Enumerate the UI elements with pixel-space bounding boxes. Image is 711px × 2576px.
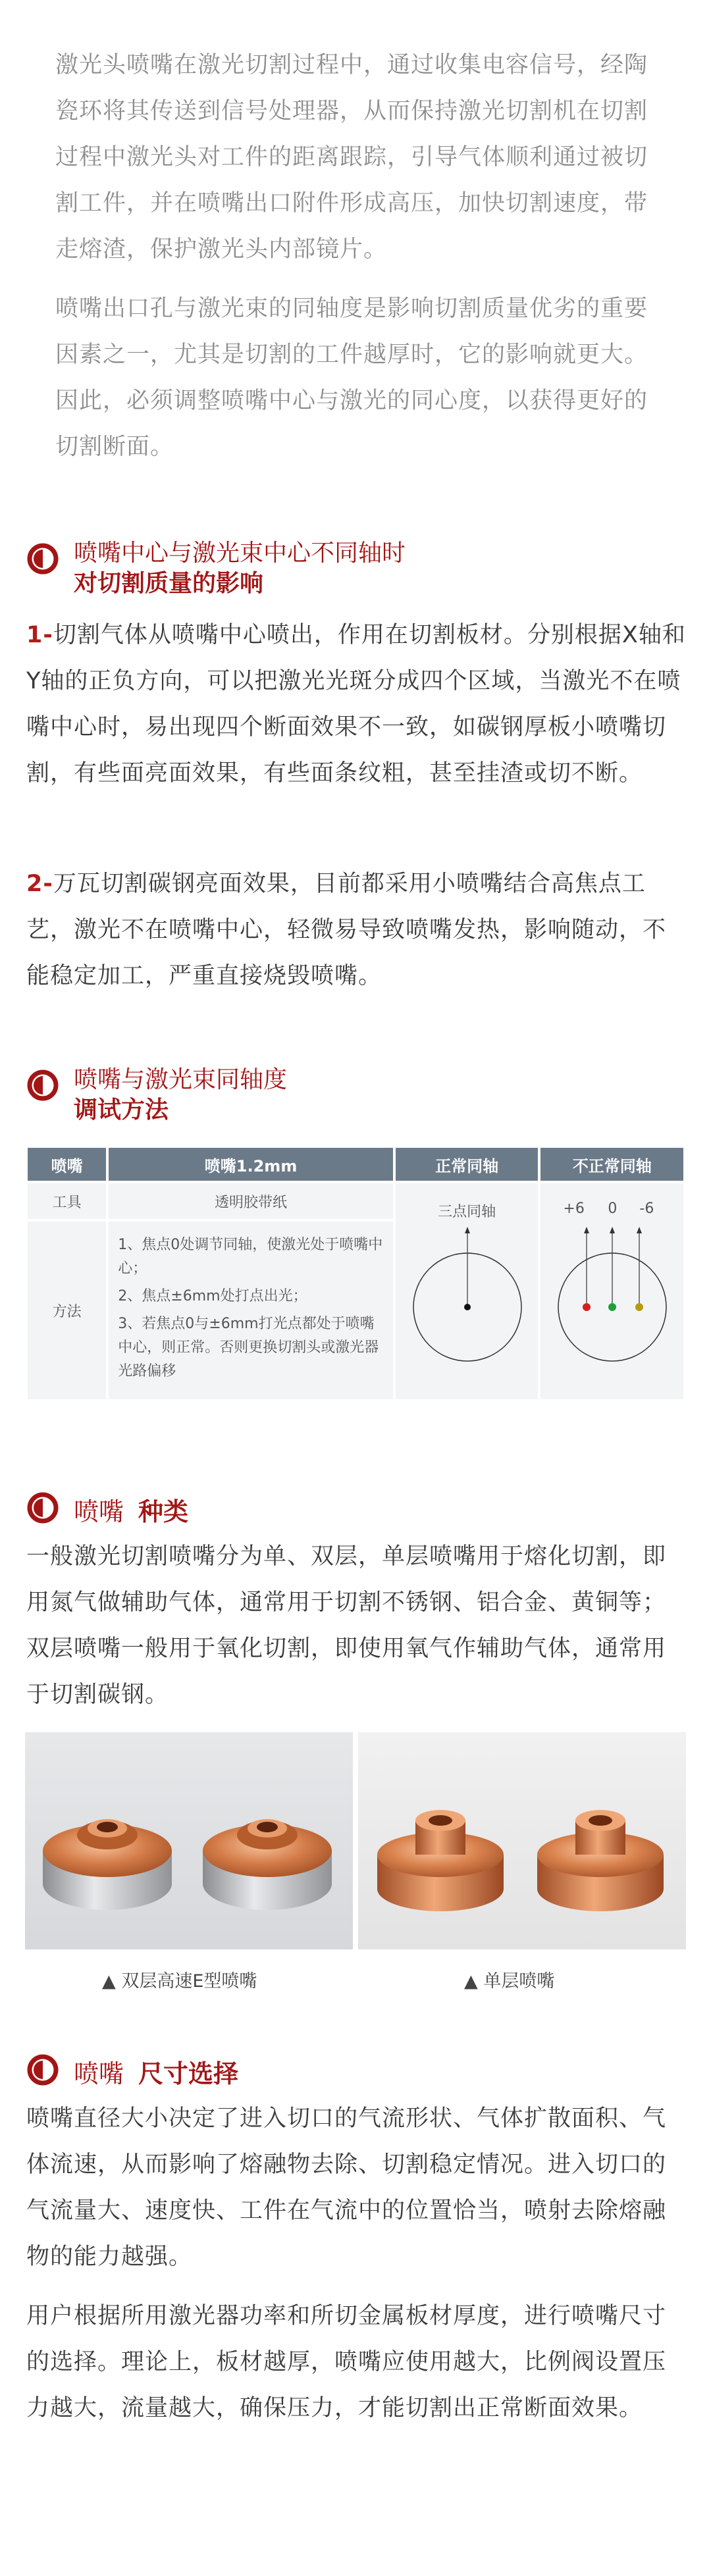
half-circle-icon [26,1069,59,1102]
label-minus6: -6 [639,1200,654,1217]
photo-double-layer-nozzles [25,1732,353,1949]
section-title-a: 喷嘴 [74,2059,124,2088]
item-2 [26,861,689,999]
step-item: 2、焦点±6mm处打点出光； [118,1288,307,1304]
section-title-line2: 调试方法 [74,1096,169,1123]
item-2-text: 万瓦切割碳钢亮面效果，目前都采用小喷嘴结合高焦点工艺，激光不在喷嘴中心，轻微易导致喷嘴发热，影响随动，不能稳定加工，严重直接烧毁喷嘴。 [26,871,667,989]
table-header-cell: 喷嘴1.2mm [109,1148,393,1181]
table-cell-steps [109,1222,393,1399]
alignment-table [25,1145,686,1402]
photo-single-layer-nozzles [358,1732,686,1949]
table-header-cell: 正常同轴 [396,1148,539,1181]
section-heading-alignment-method [26,1065,287,1125]
label-plus6: +6 [563,1200,585,1217]
normal-alignment-cell [396,1183,539,1399]
nozzle-types-paragraph: 一般激光切割喷嘴分为单、双层，单层喷嘴用于熔化切割，即用氮气做辅助气体，通常用于切割不锈钢、铝合金、黄铜等；双层喷嘴一般用于氧化切割，即使用氧气作辅助气体，通常用于切割碳钢。 [26,1543,667,1708]
section-title-line1: 喷嘴与激光束同轴度 [74,1066,288,1093]
table-row [28,1183,683,1219]
nozzle-size-paragraph-2: 用户根据所用激光器功率和所切金属板材厚度，进行喷嘴尺寸的选择。理论上，板材越厚，喷嘴应使用越大，比例阀设置压力越大，流量越大，确保压力，才能切割出正常断面效果。 [26,2303,667,2421]
normal-alignment-diagram [396,1183,539,1381]
label-0: 0 [608,1200,618,1217]
item-2-number: 2- [26,871,53,897]
table-row-label: 工具 [28,1183,106,1219]
intro-paragraph-1: 激光头喷嘴在激光切割过程中，通过收集电容信号，经陶瓷环将其传送到信号处理器，从而保持激光切割机在切割过程中激光头对工件的距离跟踪，引导气体顺利通过被切割工件，并在喷嘴出口附件形成高压，加快切割速度，带走熔渣，保护激光头内部镜片。 [55,52,648,263]
dot-red [583,1303,591,1311]
abnormal-alignment-diagram [540,1183,684,1381]
abnormal-alignment-cell [540,1183,683,1399]
dot-green [608,1303,616,1311]
section-title-line1: 喷嘴中心与激光束中心不同轴时 [74,540,406,567]
half-circle-icon [26,2053,59,2086]
section-title-b: 尺寸选择 [138,2059,239,2088]
section-title-a: 喷嘴 [74,1497,124,1526]
intro-paragraph-2: 喷嘴出口孔与激光束的同轴度是影响切割质量优劣的重要因素之一，尤其是切割的工件越厚时，它的影响就更大。因此，必须调整喷嘴中心与激光的同心度，以获得更好的切割断面。 [55,296,648,460]
section-heading-nozzle-types [26,1491,188,1528]
table-header-row [28,1148,683,1181]
caption-single-layer: ▲ 单层喷嘴 [464,1971,555,1992]
section-title-b: 种类 [138,1497,189,1526]
half-circle-icon [26,1491,59,1524]
section-title-line2: 对切割质量的影响 [74,570,264,597]
section-heading-misalignment [26,538,406,599]
normal-alignment-label: 三点同轴 [438,1204,496,1220]
caption-double-layer: ▲ 双层高速E型喷嘴 [102,1971,257,1992]
step-item: 1、焦点0处调节同轴，使激光处于喷嘴中心； [118,1237,383,1277]
item-1 [26,612,689,796]
table-cell-tool: 透明胶带纸 [109,1183,393,1219]
half-circle-icon [26,542,59,575]
item-1-number: 1- [26,622,53,648]
section-heading-nozzle-size [26,2053,238,2090]
item-1-text: 切割气体从喷嘴中心喷出，作用在切割板材。分别根据X轴和Y轴的正负方向，可以把激光光斑分成四个区域，当激光不在喷嘴中心时，易出现四个断面效果不一致，如碳钢厚板小喷嘴切割，有些面亮面效果，有些面条纹粗，甚至挂渣或切不断。 [26,622,686,786]
nozzle-size-paragraph-1: 喷嘴直径大小决定了进入切口的气流形状、气体扩散面积、气体流速，从而影响了熔融物去除、切割稳定情况。进入切口的气流量大、速度快、工件在气流中的位置恰当，喷射去除熔融物的能力越强。 [26,2105,667,2270]
table-header-cell: 不正常同轴 [540,1148,683,1181]
dot-olive [635,1303,643,1311]
table-row-label: 方法 [28,1222,106,1399]
step-item: 3、若焦点0与±6mm打光点都处于喷嘴中心，则正常。否则更换切割头或激光器光路偏移 [118,1316,379,1379]
table-header-cell: 喷嘴 [28,1148,106,1181]
